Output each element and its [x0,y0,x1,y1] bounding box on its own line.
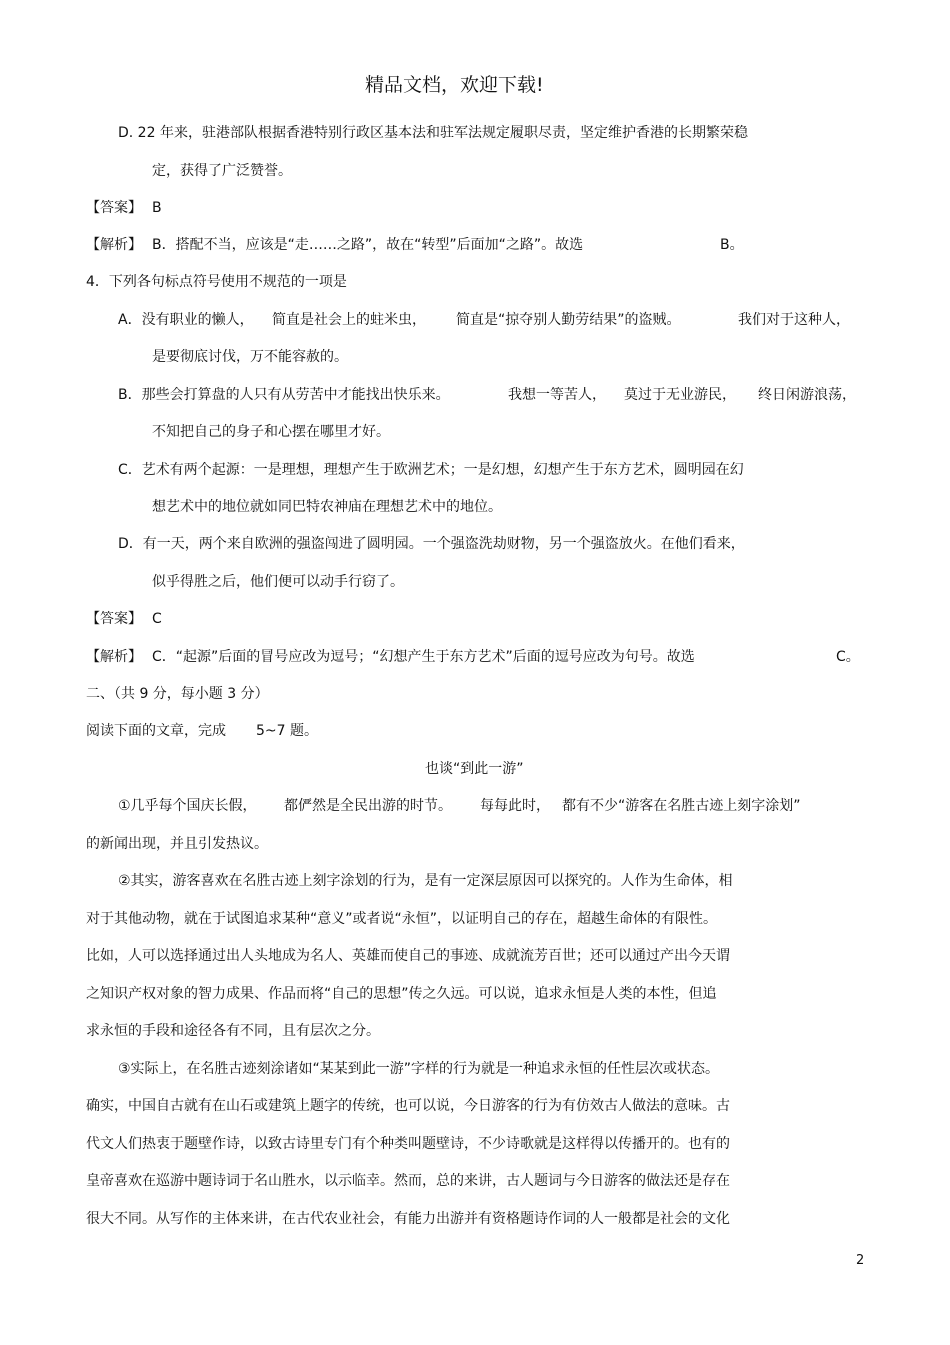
essay-p1-line1-d: 都有不少“游客在名胜古迹上刻字涂划” [562,798,801,814]
essay-p2-line2: 对于其他动物，就在于试图追求某种“意义”或者说“永恒”，以证明自己的存在，超越生命体的有限性。 [86,911,718,927]
q4-option-a-part4: 我们对于这种人， [738,312,850,328]
essay-p2-line5: 求永恒的手段和途径各有不同，且有层次之分。 [86,1023,380,1039]
q4-option-b-part3: 莫过于无业游民， [624,387,736,403]
q4-option-b-part2: 我想一等苦人， [508,387,606,403]
q4-analysis-end: C。 [836,649,860,665]
section2-instruction-part1: 阅读下面的文章，完成 [86,723,226,739]
essay-p2-line1: ②其实，游客喜欢在名胜古迹上刻字涂划的行为，是有一定深层原因可以探究的。人作为生命体，相 [118,873,733,889]
essay-p1-line1-a: ①几乎每个国庆长假， [118,798,257,814]
q3-answer: B [152,200,162,216]
q4-option-d-line2: 似乎得胜之后，他们便可以动手行窃了。 [152,574,404,590]
q4-analysis: C．“起源”后面的冒号应改为逗号；“幻想产生于东方艺术”后面的逗号应改为句号。故选 [152,649,695,665]
essay-p2-line3: 比如，人可以选择通过出人头地成为名人、英雄而使自己的事迹、成就流芳百世；还可以通过产出今天谓 [86,948,730,964]
q4-option-b-part4: 终日闲游浪荡， [758,387,856,403]
q3-option-d-line2: 定，获得了广泛赞誉。 [152,163,292,179]
q4-option-a-part2: 简直是社会上的蛀米虫， [272,312,426,328]
q3-answer-label: 【答案】 [86,200,142,216]
q4-analysis-label: 【解析】 [86,649,142,665]
q3-analysis-end: B。 [720,237,744,253]
q3-analysis: B．搭配不当，应该是“走……之路”，故在“转型”后面加“之路”。故选 [152,237,584,253]
essay-title: 也谈“到此一游” [425,761,524,777]
q3-analysis-label: 【解析】 [86,237,142,253]
page-number: 2 [856,1253,865,1268]
essay-p1-line1-c: 每每此时， [480,798,550,814]
q4-option-b-line2: 不知把自己的身子和心摆在哪里才好。 [152,424,390,440]
essay-p3-line1: ③实际上，在名胜古迹刻涂诸如“某某到此一游”字样的行为就是一种追求永恒的任性层次或状态。 [118,1061,720,1077]
q3-option-d-line1: D. 22 年来，驻港部队根据香港特别行政区基本法和驻军法规定履职尽责，坚定维护香港的长期繁荣稳 [118,125,748,141]
essay-p3-line4: 皇帝喜欢在巡游中题诗词于名山胜水，以示临幸。然而，总的来讲，古人题词与今日游客的做法还是存在 [86,1173,730,1189]
q4-answer-label: 【答案】 [86,611,142,627]
essay-p3-line2: 确实，中国自古就有在山石或建筑上题字的传统，也可以说，今日游客的行为有仿效古人做法的意味。古 [86,1098,730,1114]
essay-p1-line1-b: 都俨然是全民出游的时节。 [284,798,452,814]
section2-heading: 二、（共 9 分，每小题 3 分） [86,686,269,702]
q4-option-b-part1: B．那些会打算盘的人只有从劳苦中才能找出快乐来。 [118,387,450,403]
essay-p3-line3: 代文人们热衷于题壁作诗，以致古诗里专门有个种类叫题壁诗，不少诗歌就是这样得以传播开的。也有的 [86,1136,730,1152]
page-header: 精品文档，欢迎下载! [365,74,544,96]
q4-option-c-line2: 想艺术中的地位就如同巴特农神庙在理想艺术中的地位。 [152,499,502,515]
q4-stem: 4．下列各句标点符号使用不规范的一项是 [86,274,347,290]
q4-option-d-line1: D．有一天，两个来自欧洲的强盗闯进了圆明园。一个强盗洗劫财物，另一个强盗放火。在他们看来， [118,536,745,552]
essay-p1-line2: 的新闻出现，并且引发热议。 [86,836,268,852]
section2-instruction-part2: 5~7 题。 [256,723,318,739]
q4-option-a-line2: 是要彻底讨伐，万不能容赦的。 [152,349,348,365]
q4-answer: C [152,611,162,627]
essay-p3-line5: 很大不同。从写作的主体来讲，在古代农业社会，有能力出游并有资格题诗作词的人一般都是社会的文化 [86,1211,730,1227]
q4-option-c-line1: C．艺术有两个起源：一是理想，理想产生于欧洲艺术；一是幻想，幻想产生于东方艺术，圆明园在幻 [118,462,744,478]
q4-option-a-part1: A．没有职业的懒人， [118,312,254,328]
q4-option-a-part3: 简直是“掠夺别人勤劳结果”的盗贼。 [456,312,681,328]
essay-p2-line4: 之知识产权对象的智力成果、作品而将“自己的思想”传之久远。可以说，追求永恒是人类的本性，但追 [86,986,717,1002]
